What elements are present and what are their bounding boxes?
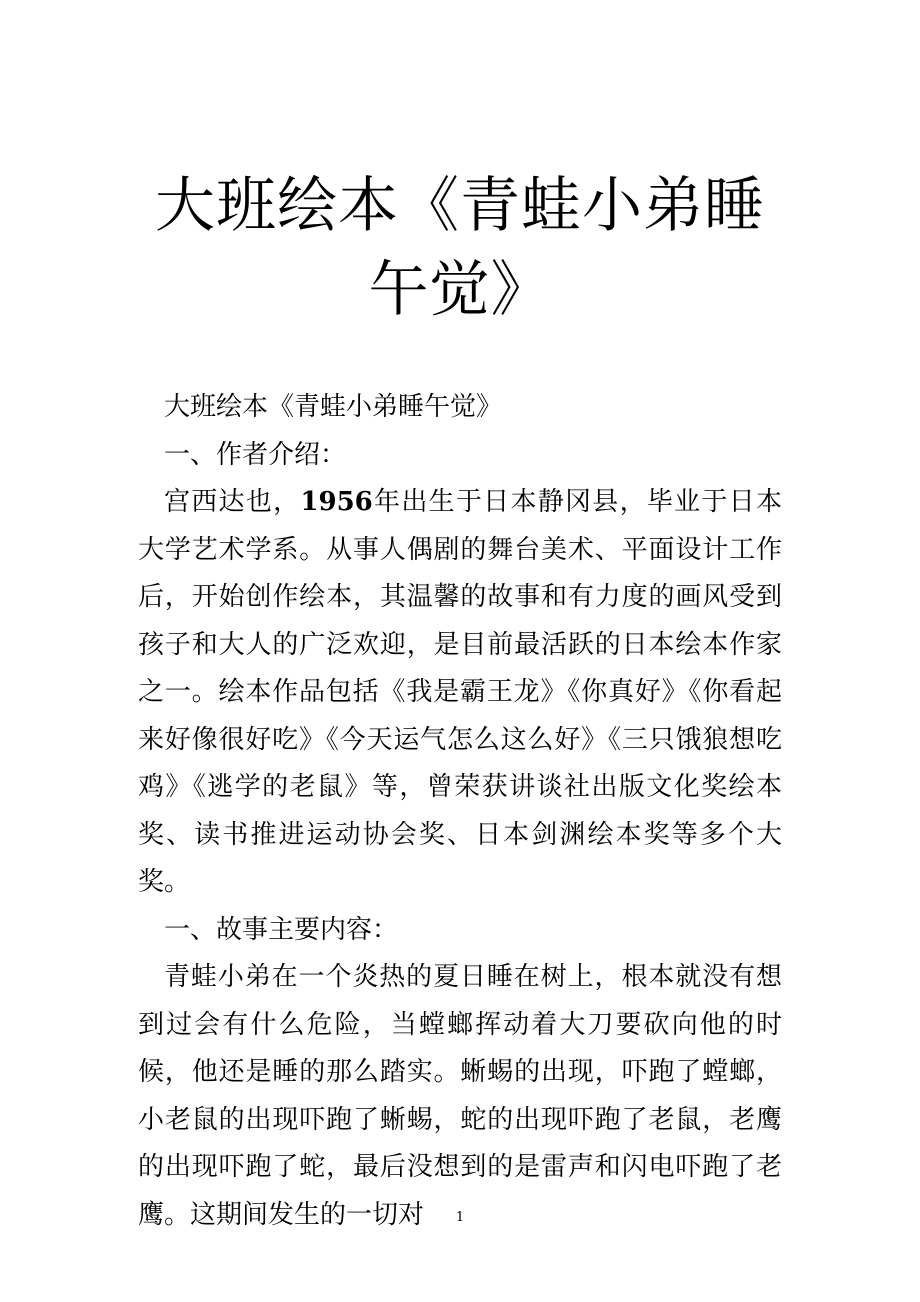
document-body <box>138 384 782 1239</box>
section-heading-author: 一、作者介绍： <box>164 439 347 470</box>
paragraph-author-intro: 宫西达也，1956年出生于日本静冈县，毕业于日本大学艺术学系。从事人偶剧的舞台美术、平面设计工作后，开始创作绘本，其温馨的故事和有力度的画风受到孩子和大人的广泛欢迎，是目前最活跃的日本绘本作家之一。绘本作品包括《我是霸王龙》《你真好》《你看起来好像很好吃》《今天运气怎么这么好》《三只饿狼想吃鸡》《逃学的老鼠》等，曾荣获讲谈社出版文化奖绘本奖、读书推进运动协会奖、日本剑渊绘本奖等多个大奖。 <box>138 487 782 897</box>
paragraph-subtitle: 大班绘本《青蛙小弟睡午觉》 <box>164 392 503 422</box>
birth-year: 1956 <box>300 487 373 517</box>
document-title: 大班绘本《青蛙小弟睡午觉》 <box>155 171 765 325</box>
paragraph-story-content: 青蛙小弟在一个炎热的夏日睡在树上，根本就没有想到过会有什么危险，当螳螂挥动着大刀要砍向他的时候，他还是睡的那么踏实。蜥蜴的出现，吓跑了螳螂，小老鼠的出现吓跑了蜥蜴，蛇的出现吓跑了老鼠，老鹰的出现吓跑了蛇，最后没想到的是雷声和闪电吓跑了老鹰。这期间发生的一切对 <box>138 962 782 1230</box>
section-heading-story: 一、故事主要内容： <box>164 914 399 945</box>
page-number: 1 <box>455 1210 465 1225</box>
